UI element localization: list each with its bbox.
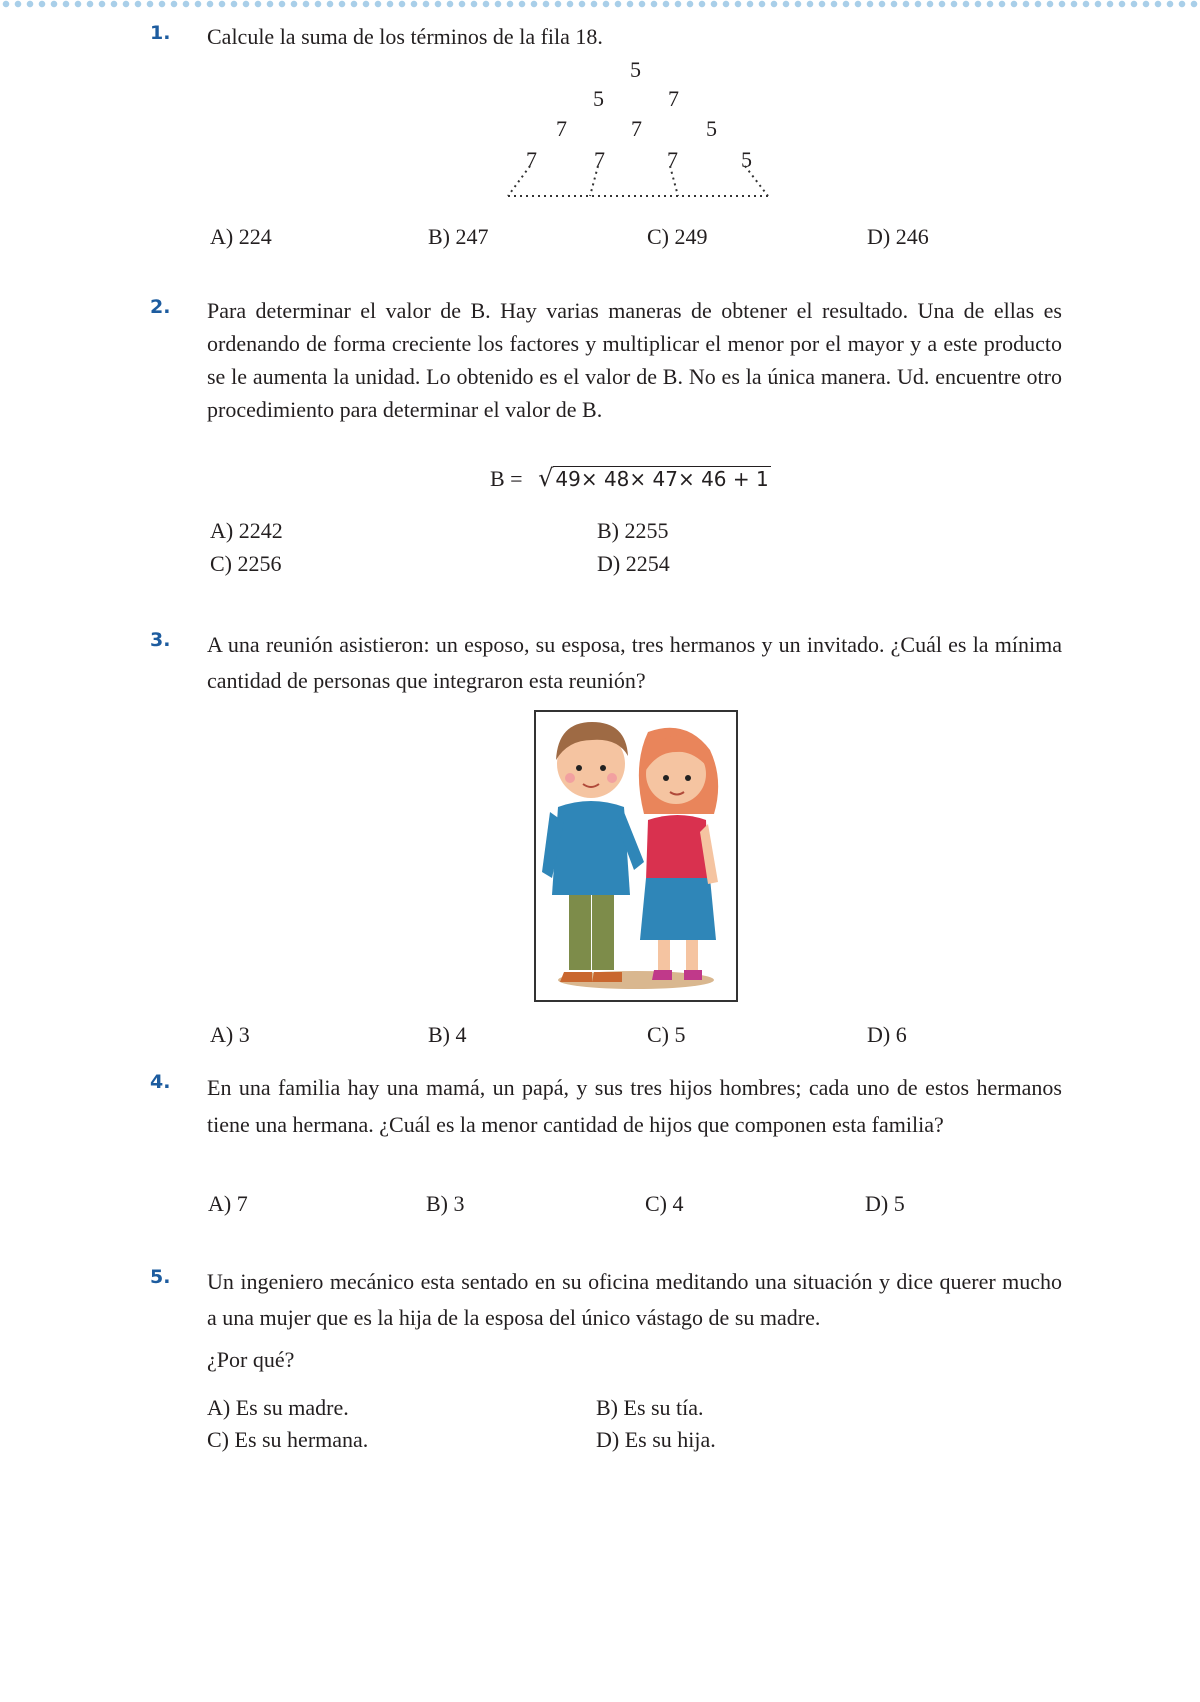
option-d[interactable]: D) 2254	[597, 551, 670, 576]
question-number: 1.	[150, 22, 171, 44]
option-a[interactable]: A) 2242	[210, 518, 283, 543]
question-number: 4.	[150, 1071, 171, 1093]
option-a[interactable]: A) 7	[208, 1191, 248, 1216]
option-d[interactable]: D) 6	[867, 1022, 907, 1047]
option-b[interactable]: B) Es su tía.	[596, 1395, 704, 1420]
option-c[interactable]: C) 2256	[210, 551, 282, 576]
pyramid-term: 7	[556, 116, 567, 141]
question-5-subtext: ¿Por qué?	[207, 1347, 295, 1372]
pyramid-term: 5	[741, 147, 752, 172]
question-text: Calcule la suma de los términos de la fila 18.	[207, 24, 603, 49]
option-d[interactable]: D) Es su hija.	[596, 1427, 716, 1452]
question-number: 3.	[150, 629, 171, 651]
pyramid-term: 5	[630, 57, 641, 82]
option-b[interactable]: B) 4	[428, 1022, 467, 1047]
pyramid-term: 7	[667, 147, 678, 172]
option-b[interactable]: B) 2255	[597, 518, 669, 543]
option-c[interactable]: C) 5	[647, 1022, 686, 1047]
pyramid-term: 7	[668, 86, 679, 111]
option-a[interactable]: A) Es su madre.	[207, 1395, 349, 1420]
option-d[interactable]: D) 5	[865, 1191, 905, 1216]
question-text: En una familia hay una mamá, un papá, y sus tres hijos hombres; cada uno de estos hermanos tiene una hermana. ¿Cuál es la menor cantidad de hijos que componen esta familia?	[207, 1075, 1062, 1137]
question-number: 2.	[150, 296, 171, 318]
pyramid-dotted-continuation	[500, 160, 780, 200]
option-c[interactable]: C) 249	[647, 224, 708, 249]
formula-b	[490, 464, 771, 492]
pyramid-term: 7	[526, 147, 537, 172]
option-b[interactable]: B) 247	[428, 224, 489, 249]
question-text: Para determinar el valor de B. Hay varias maneras de obtener el resultado. Una de ellas es ordenando de forma creciente los factores y multiplicar el menor por el mayor y a este producto se le aumenta la unidad. Lo obtenido es el valor de B. No es la única manera. Ud. encuentre otro procedimiento para determinar el valor de B.	[207, 298, 1062, 422]
option-c[interactable]: C) Es su hermana.	[207, 1427, 369, 1452]
pyramid-term: 5	[706, 116, 717, 141]
formula-radicand: 49× 48× 47× 46 + 1	[555, 467, 769, 491]
question-text: A una reunión asistieron: un esposo, su esposa, tres hermanos y un invitado. ¿Cuál es la mínima cantidad de personas que integraron esta reunión?	[207, 632, 1062, 693]
question-text: Un ingeniero mecánico esta sentado en su oficina meditando una situación y dice querer mucho a una mujer que es la hija de la esposa del único vástago de su madre.	[207, 1269, 1062, 1330]
option-a[interactable]: A) 224	[210, 224, 272, 249]
top-dotted-border	[0, 0, 1200, 10]
option-c[interactable]: C) 4	[645, 1191, 684, 1216]
option-b[interactable]: B) 3	[426, 1191, 465, 1216]
question-number: 5.	[150, 1266, 171, 1288]
pyramid-term: 5	[593, 86, 604, 111]
formula-lhs: B =	[490, 466, 523, 491]
pyramid-term: 7	[631, 116, 642, 141]
pyramid-term: 7	[594, 147, 605, 172]
option-a[interactable]: A) 3	[210, 1022, 250, 1047]
couple-illustration	[534, 710, 738, 1002]
radical-sign: √	[538, 464, 554, 492]
couple-image	[536, 712, 736, 1000]
option-d[interactable]: D) 246	[867, 224, 929, 249]
